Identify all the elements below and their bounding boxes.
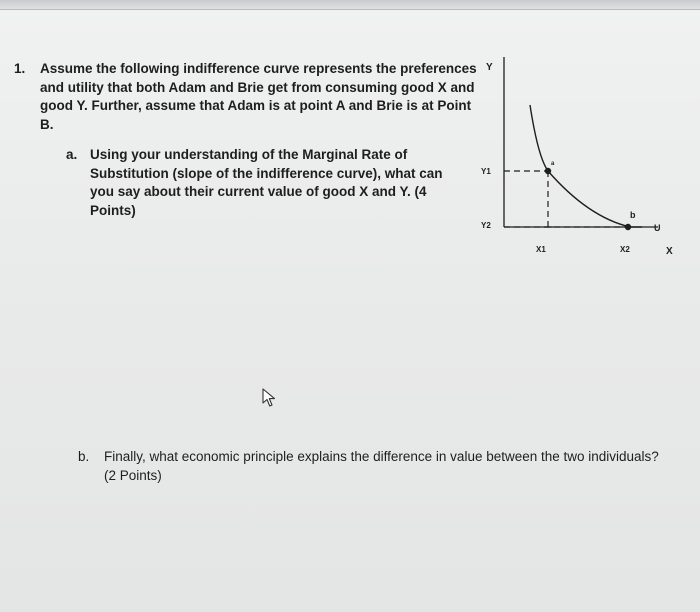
part-b-text: Finally, what economic principle explains the difference in value between the two individuals? (2 Points) [104,449,659,483]
x1-label: X1 [536,245,546,254]
x-axis-label: X [666,246,673,257]
part-a-text: Using your understanding of the Marginal Rate of Substitution (slope of the indifference curve), what can you say about their current value of good X and Y. (4 Points) [90,147,443,218]
y2-label: Y2 [481,221,491,230]
x2-label: X2 [620,245,630,254]
y1-label: Y1 [481,167,491,176]
curve-u-label: U [654,223,661,233]
point-a [545,168,551,174]
question-1-text: Assume the following indifference curve represents the preferences and utility that both Adam and Brie get from consuming good X and good Y. Further, assume that Adam is at point A and Brie is at Point B. [40,61,477,132]
point-b [625,224,631,230]
part-b-letter: b. [78,449,90,464]
part-a-letter: a. [66,147,78,162]
indifference-curve [530,105,642,227]
indifference-curve-graph [470,55,700,270]
point-b-label: b [630,210,636,220]
y-axis-label: Y [486,62,493,73]
mouse-pointer-icon [262,388,278,408]
question-1-number: 1. [14,61,26,76]
point-a-label: a [551,161,555,167]
top-edge-strip [0,0,700,10]
